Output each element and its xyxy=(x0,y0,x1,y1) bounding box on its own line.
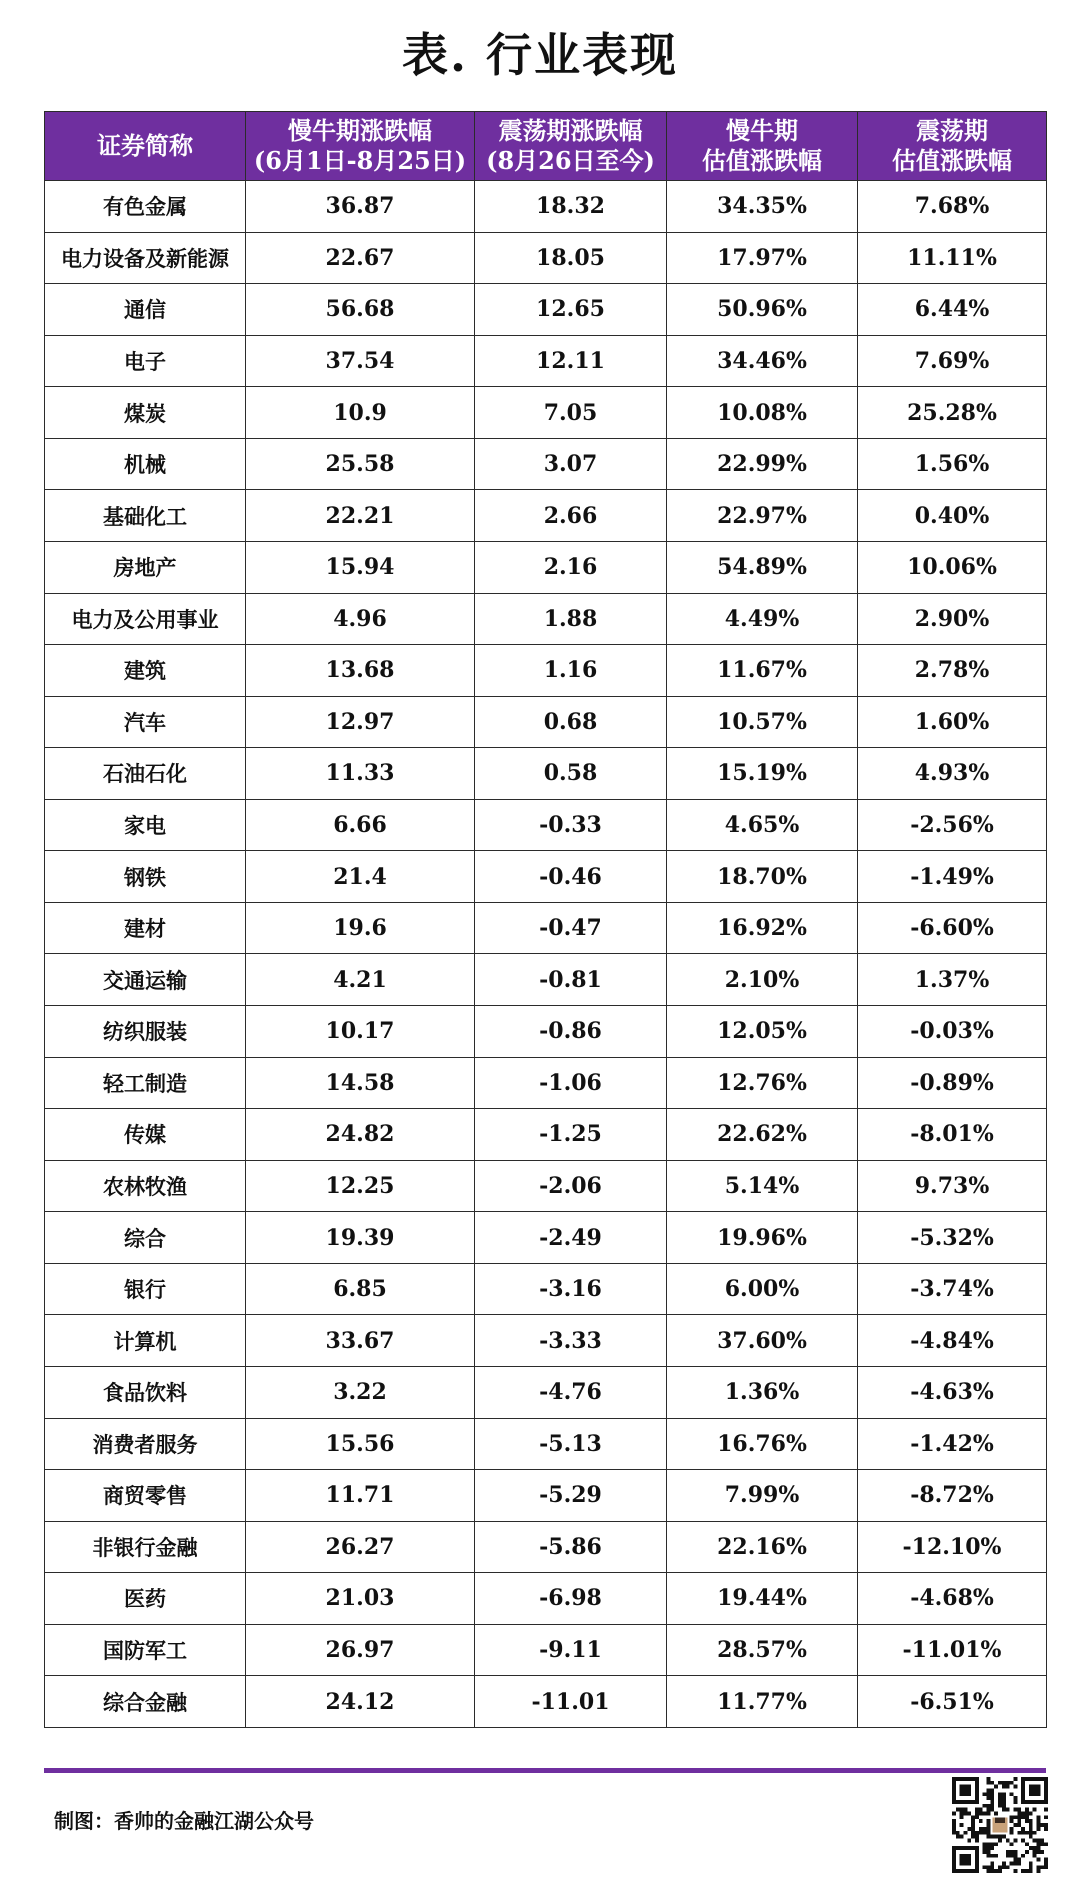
cell-volatile-change: 1.88 xyxy=(475,593,667,645)
cell-volatile-valuation: -3.74% xyxy=(858,1263,1047,1315)
cell-slow-bull-valuation: 16.76% xyxy=(667,1418,858,1470)
cell-slow-bull-valuation: 18.70% xyxy=(667,851,858,903)
cell-volatile-valuation: -12.10% xyxy=(858,1521,1047,1573)
cell-security-name: 商贸零售 xyxy=(45,1470,246,1522)
cell-volatile-change: 2.16 xyxy=(475,541,667,593)
cell-security-name: 家电 xyxy=(45,799,246,851)
header-slow-bull-change xyxy=(246,112,475,181)
cell-volatile-valuation: -1.42% xyxy=(858,1418,1047,1470)
table-body xyxy=(45,181,1047,1728)
cell-security-name: 电子 xyxy=(45,335,246,387)
cell-volatile-change: -11.01 xyxy=(475,1676,667,1728)
cell-volatile-valuation: -0.03% xyxy=(858,1006,1047,1058)
footer-credit: 制图：香帅的金融江湖公众号 xyxy=(54,1809,314,1833)
cell-volatile-valuation: 1.37% xyxy=(858,954,1047,1006)
cell-security-name: 房地产 xyxy=(45,541,246,593)
cell-slow-bull-change: 19.6 xyxy=(246,902,475,954)
cell-security-name: 电力设备及新能源 xyxy=(45,232,246,284)
cell-slow-bull-change: 25.58 xyxy=(246,438,475,490)
cell-slow-bull-change: 21.03 xyxy=(246,1573,475,1625)
cell-slow-bull-valuation: 6.00% xyxy=(667,1263,858,1315)
cell-volatile-valuation: -0.89% xyxy=(858,1057,1047,1109)
cell-volatile-valuation: -8.72% xyxy=(858,1470,1047,1522)
cell-slow-bull-valuation: 12.05% xyxy=(667,1006,858,1058)
header-security-name xyxy=(45,112,246,181)
cell-slow-bull-change: 56.68 xyxy=(246,284,475,336)
cell-volatile-valuation: 7.68% xyxy=(858,181,1047,233)
table-row xyxy=(45,284,1047,336)
cell-slow-bull-change: 36.87 xyxy=(246,181,475,233)
table-row xyxy=(45,799,1047,851)
header-line: (6月1日-8月25日) xyxy=(253,146,467,175)
cell-slow-bull-valuation: 12.76% xyxy=(667,1057,858,1109)
cell-slow-bull-valuation: 54.89% xyxy=(667,541,858,593)
cell-slow-bull-valuation: 4.65% xyxy=(667,799,858,851)
table-row xyxy=(45,541,1047,593)
table-row xyxy=(45,490,1047,542)
cell-slow-bull-valuation: 11.77% xyxy=(667,1676,858,1728)
cell-slow-bull-valuation: 10.57% xyxy=(667,696,858,748)
cell-slow-bull-change: 22.21 xyxy=(246,490,475,542)
cell-security-name: 综合金融 xyxy=(45,1676,246,1728)
table-row xyxy=(45,1624,1047,1676)
cell-volatile-change: -9.11 xyxy=(475,1624,667,1676)
cell-slow-bull-valuation: 17.97% xyxy=(667,232,858,284)
table-header-row xyxy=(45,112,1047,181)
cell-security-name: 建材 xyxy=(45,902,246,954)
table-row xyxy=(45,954,1047,1006)
cell-slow-bull-change: 6.66 xyxy=(246,799,475,851)
table-row xyxy=(45,438,1047,490)
table-row xyxy=(45,1109,1047,1161)
cell-volatile-valuation: -2.56% xyxy=(858,799,1047,851)
cell-volatile-valuation: 10.06% xyxy=(858,541,1047,593)
industry-performance-table xyxy=(44,111,1047,1728)
cell-slow-bull-valuation: 16.92% xyxy=(667,902,858,954)
table-row xyxy=(45,1470,1047,1522)
table-row xyxy=(45,1521,1047,1573)
cell-security-name: 石油石化 xyxy=(45,748,246,800)
cell-slow-bull-change: 14.58 xyxy=(246,1057,475,1109)
cell-slow-bull-valuation: 2.10% xyxy=(667,954,858,1006)
cell-slow-bull-change: 22.67 xyxy=(246,232,475,284)
table-row xyxy=(45,1573,1047,1625)
cell-security-name: 基础化工 xyxy=(45,490,246,542)
table-row xyxy=(45,1315,1047,1367)
cell-slow-bull-change: 4.96 xyxy=(246,593,475,645)
cell-security-name: 银行 xyxy=(45,1263,246,1315)
cell-volatile-valuation: -11.01% xyxy=(858,1624,1047,1676)
cell-security-name: 农林牧渔 xyxy=(45,1160,246,1212)
cell-volatile-valuation: 2.90% xyxy=(858,593,1047,645)
cell-volatile-change: -2.06 xyxy=(475,1160,667,1212)
cell-security-name: 电力及公用事业 xyxy=(45,593,246,645)
cell-slow-bull-change: 24.82 xyxy=(246,1109,475,1161)
cell-slow-bull-change: 11.33 xyxy=(246,748,475,800)
cell-slow-bull-change: 13.68 xyxy=(246,645,475,697)
cell-slow-bull-valuation: 22.99% xyxy=(667,438,858,490)
table-row xyxy=(45,1160,1047,1212)
cell-volatile-valuation: 7.69% xyxy=(858,335,1047,387)
cell-slow-bull-valuation: 28.57% xyxy=(667,1624,858,1676)
cell-volatile-valuation: 9.73% xyxy=(858,1160,1047,1212)
cell-security-name: 计算机 xyxy=(45,1315,246,1367)
cell-slow-bull-change: 21.4 xyxy=(246,851,475,903)
cell-slow-bull-valuation: 11.67% xyxy=(667,645,858,697)
page-title: 表. 行业表现 xyxy=(401,28,679,82)
footer-divider xyxy=(44,1768,1046,1773)
cell-slow-bull-change: 3.22 xyxy=(246,1366,475,1418)
cell-volatile-change: -0.33 xyxy=(475,799,667,851)
cell-slow-bull-change: 4.21 xyxy=(246,954,475,1006)
table-row xyxy=(45,1366,1047,1418)
cell-volatile-valuation: 0.40% xyxy=(858,490,1047,542)
cell-slow-bull-change: 12.97 xyxy=(246,696,475,748)
cell-slow-bull-valuation: 22.97% xyxy=(667,490,858,542)
cell-slow-bull-valuation: 19.96% xyxy=(667,1212,858,1264)
header-line: 震荡期涨跌幅 xyxy=(498,116,643,145)
cell-security-name: 综合 xyxy=(45,1212,246,1264)
cell-slow-bull-change: 37.54 xyxy=(246,335,475,387)
cell-slow-bull-valuation: 34.46% xyxy=(667,335,858,387)
cell-slow-bull-change: 10.17 xyxy=(246,1006,475,1058)
cell-volatile-valuation: -8.01% xyxy=(858,1109,1047,1161)
table-row xyxy=(45,851,1047,903)
cell-volatile-change: -0.86 xyxy=(475,1006,667,1058)
cell-volatile-valuation: -6.60% xyxy=(858,902,1047,954)
cell-slow-bull-valuation: 4.49% xyxy=(667,593,858,645)
cell-volatile-change: 12.11 xyxy=(475,335,667,387)
cell-security-name: 机械 xyxy=(45,438,246,490)
table-row xyxy=(45,335,1047,387)
table-row xyxy=(45,1263,1047,1315)
cell-volatile-valuation: 4.93% xyxy=(858,748,1047,800)
cell-volatile-change: 0.58 xyxy=(475,748,667,800)
cell-slow-bull-valuation: 15.19% xyxy=(667,748,858,800)
table-row xyxy=(45,1057,1047,1109)
cell-security-name: 传媒 xyxy=(45,1109,246,1161)
cell-volatile-change: -1.25 xyxy=(475,1109,667,1161)
header-line: 估值涨跌幅 xyxy=(702,146,822,175)
cell-slow-bull-change: 11.71 xyxy=(246,1470,475,1522)
cell-security-name: 纺织服装 xyxy=(45,1006,246,1058)
cell-volatile-change: 12.65 xyxy=(475,284,667,336)
table-row xyxy=(45,593,1047,645)
cell-slow-bull-valuation: 22.62% xyxy=(667,1109,858,1161)
cell-slow-bull-valuation: 5.14% xyxy=(667,1160,858,1212)
header-line: 震荡期 xyxy=(916,116,988,145)
cell-volatile-valuation: 1.60% xyxy=(858,696,1047,748)
cell-volatile-change: -5.13 xyxy=(475,1418,667,1470)
table-row xyxy=(45,696,1047,748)
cell-volatile-change: -2.49 xyxy=(475,1212,667,1264)
cell-volatile-valuation: 25.28% xyxy=(858,387,1047,439)
cell-security-name: 煤炭 xyxy=(45,387,246,439)
cell-volatile-valuation: -5.32% xyxy=(858,1212,1047,1264)
table-row xyxy=(45,1676,1047,1728)
cell-slow-bull-change: 12.25 xyxy=(246,1160,475,1212)
cell-volatile-change: -5.86 xyxy=(475,1521,667,1573)
cell-slow-bull-change: 24.12 xyxy=(246,1676,475,1728)
cell-security-name: 医药 xyxy=(45,1573,246,1625)
cell-slow-bull-change: 26.27 xyxy=(246,1521,475,1573)
cell-volatile-valuation: -4.63% xyxy=(858,1366,1047,1418)
header-slow-bull-valuation xyxy=(667,112,858,181)
cell-slow-bull-valuation: 22.16% xyxy=(667,1521,858,1573)
cell-volatile-change: 2.66 xyxy=(475,490,667,542)
cell-volatile-valuation: 11.11% xyxy=(858,232,1047,284)
cell-slow-bull-valuation: 10.08% xyxy=(667,387,858,439)
table-row xyxy=(45,1418,1047,1470)
cell-volatile-valuation: -1.49% xyxy=(858,851,1047,903)
cell-security-name: 轻工制造 xyxy=(45,1057,246,1109)
cell-volatile-change: -5.29 xyxy=(475,1470,667,1522)
cell-slow-bull-valuation: 1.36% xyxy=(667,1366,858,1418)
cell-volatile-valuation: 6.44% xyxy=(858,284,1047,336)
cell-volatile-valuation: -6.51% xyxy=(858,1676,1047,1728)
cell-volatile-change: -4.76 xyxy=(475,1366,667,1418)
cell-volatile-change: -0.81 xyxy=(475,954,667,1006)
cell-slow-bull-valuation: 19.44% xyxy=(667,1573,858,1625)
cell-volatile-change: 1.16 xyxy=(475,645,667,697)
cell-volatile-change: -3.16 xyxy=(475,1263,667,1315)
cell-volatile-change: 0.68 xyxy=(475,696,667,748)
header-line: 证券简称 xyxy=(97,131,193,160)
cell-slow-bull-change: 10.9 xyxy=(246,387,475,439)
cell-slow-bull-change: 19.39 xyxy=(246,1212,475,1264)
cell-volatile-valuation: -4.84% xyxy=(858,1315,1047,1367)
cell-slow-bull-change: 15.56 xyxy=(246,1418,475,1470)
cell-slow-bull-valuation: 50.96% xyxy=(667,284,858,336)
cell-slow-bull-change: 6.85 xyxy=(246,1263,475,1315)
qr-code-icon xyxy=(952,1777,1048,1873)
header-line: (8月26日至今) xyxy=(486,146,655,175)
cell-volatile-change: 7.05 xyxy=(475,387,667,439)
cell-volatile-change: -0.47 xyxy=(475,902,667,954)
cell-security-name: 食品饮料 xyxy=(45,1366,246,1418)
table-row xyxy=(45,902,1047,954)
table-row xyxy=(45,748,1047,800)
cell-volatile-valuation: 2.78% xyxy=(858,645,1047,697)
cell-slow-bull-valuation: 37.60% xyxy=(667,1315,858,1367)
cell-security-name: 建筑 xyxy=(45,645,246,697)
table-row xyxy=(45,232,1047,284)
cell-volatile-change: 18.05 xyxy=(475,232,667,284)
header-line: 慢牛期涨跌幅 xyxy=(288,116,432,145)
cell-volatile-change: -0.46 xyxy=(475,851,667,903)
cell-security-name: 汽车 xyxy=(45,696,246,748)
cell-security-name: 非银行金融 xyxy=(45,1521,246,1573)
header-line: 估值涨跌幅 xyxy=(892,146,1012,175)
table-row xyxy=(45,181,1047,233)
header-volatile-change xyxy=(475,112,667,181)
header-volatile-valuation xyxy=(858,112,1047,181)
cell-slow-bull-valuation: 7.99% xyxy=(667,1470,858,1522)
cell-slow-bull-change: 15.94 xyxy=(246,541,475,593)
cell-volatile-change: -3.33 xyxy=(475,1315,667,1367)
table-row xyxy=(45,1006,1047,1058)
cell-slow-bull-change: 33.67 xyxy=(246,1315,475,1367)
cell-security-name: 国防军工 xyxy=(45,1624,246,1676)
cell-volatile-change: 18.32 xyxy=(475,181,667,233)
table-row xyxy=(45,387,1047,439)
cell-slow-bull-change: 26.97 xyxy=(246,1624,475,1676)
cell-volatile-valuation: 1.56% xyxy=(858,438,1047,490)
cell-volatile-valuation: -4.68% xyxy=(858,1573,1047,1625)
cell-volatile-change: 3.07 xyxy=(475,438,667,490)
table-row xyxy=(45,1212,1047,1264)
cell-security-name: 有色金属 xyxy=(45,181,246,233)
cell-security-name: 通信 xyxy=(45,284,246,336)
cell-volatile-change: -6.98 xyxy=(475,1573,667,1625)
cell-security-name: 消费者服务 xyxy=(45,1418,246,1470)
table-row xyxy=(45,645,1047,697)
cell-volatile-change: -1.06 xyxy=(475,1057,667,1109)
cell-security-name: 交通运输 xyxy=(45,954,246,1006)
cell-slow-bull-valuation: 34.35% xyxy=(667,181,858,233)
header-line: 慢牛期 xyxy=(726,116,798,145)
cell-security-name: 钢铁 xyxy=(45,851,246,903)
